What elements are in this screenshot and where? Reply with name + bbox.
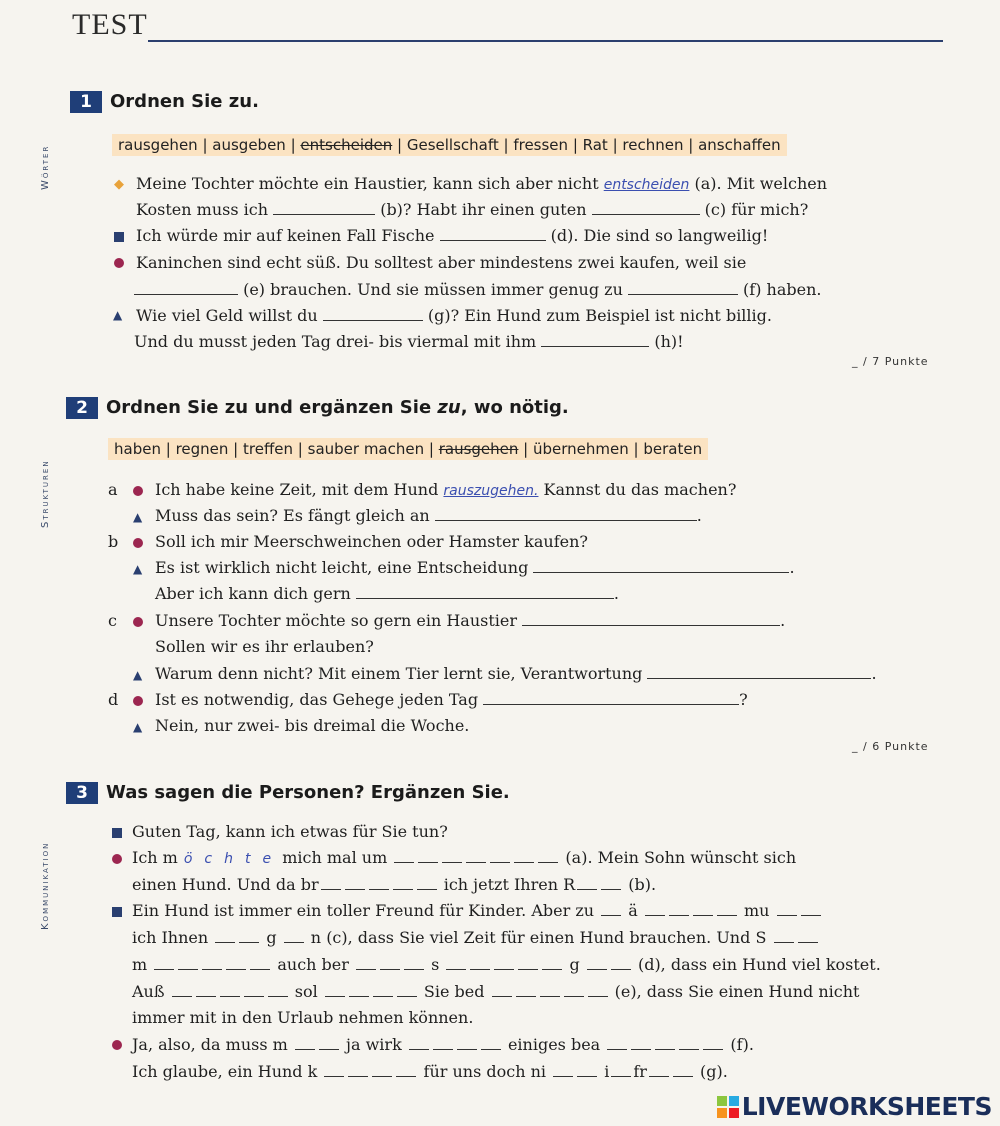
blank-field[interactable] (551, 1062, 599, 1081)
section-3-heading: Was sagen die Personen? Ergänzen Sie. (106, 782, 510, 803)
section-2-heading: Ordnen Sie zu und ergänzen Sie zu, wo nötig. (106, 397, 569, 418)
s1-line-4: Kaninchen sind echt süß. Du solltest aber mindestens zwei kaufen, weil sie (136, 253, 747, 272)
s1-line-3: Ich würde mir auf keinen Fall Fische (d). Die sind so langweilig! (136, 226, 769, 245)
blank-field[interactable] (643, 901, 739, 920)
word: übernehmen (533, 440, 629, 458)
triangle-bullet-icon: ▲ (113, 308, 123, 322)
s2-c-line-1: Unsere Tochter möchte so gern ein Haustier . (155, 611, 786, 630)
s2-a-line-2: Muss das sein? Es fängt gleich an . (155, 506, 702, 525)
s3-line-8: immer mit in den Urlaub nehmen können. (132, 1008, 474, 1027)
word: Rat (582, 136, 608, 154)
side-label-kommunikation: Kommunikation (40, 841, 51, 930)
square-bullet-icon (112, 828, 122, 838)
s3-line-10: Ich glaube, ein Hund k für uns doch ni i fr (g). (132, 1062, 728, 1081)
blank-field[interactable] (323, 982, 419, 1001)
circle-bullet-icon (133, 538, 143, 548)
answer-b-field[interactable] (273, 213, 375, 215)
section-1-heading: Ordnen Sie zu. (110, 91, 259, 112)
liveworksheets-logo: LIVEWORKSHEETS (717, 1092, 992, 1121)
answer-b1-field[interactable] (319, 875, 439, 894)
side-label-strukturen: Strukturen (40, 459, 51, 528)
item-letter: b (108, 532, 119, 551)
blank-field[interactable] (605, 1035, 725, 1054)
answer-e-field[interactable] (134, 293, 238, 295)
s3-line-5: ich Ihnen g n (c), dass Sie viel Zeit für einen Hund brauchen. Und S (132, 928, 820, 947)
side-label-woerter: Wörter (40, 144, 51, 190)
answer-c-field[interactable] (522, 624, 780, 626)
s3-line-6: m auch ber s g (d), dass ein Hund viel kostet. (132, 955, 881, 974)
word: haben (114, 440, 161, 458)
blank-field[interactable] (585, 955, 633, 974)
item-letter: a (108, 480, 118, 499)
triangle-bullet-icon: ▲ (133, 510, 143, 524)
s1-line-2: Kosten muss ich (b)? Habt ihr einen guten (c) für mich? (136, 200, 809, 219)
word: Gesellschaft (406, 136, 499, 154)
section-1-number: 1 (70, 91, 102, 113)
blank-field[interactable] (772, 928, 820, 947)
answer-b-field[interactable] (533, 571, 789, 573)
circle-bullet-icon (133, 696, 143, 706)
blank-field[interactable] (601, 915, 621, 916)
section-1-word-box: rausgehen | ausgeben | entscheiden | Gesellschaft | fressen | Rat | rechnen | anschaffen (112, 134, 787, 156)
answer-b2-field[interactable] (575, 875, 623, 894)
blank-field[interactable] (322, 1062, 418, 1081)
answer-a-field[interactable] (392, 848, 560, 867)
answer-a-field[interactable]: entscheiden (603, 177, 690, 193)
answer-a-handwritten-field[interactable]: ö c h t e (183, 851, 272, 867)
section-3-number: 3 (66, 782, 98, 804)
section-2-word-box: haben | regnen | treffen | sauber machen | rausgehen | übernehmen | beraten (108, 438, 708, 460)
triangle-bullet-icon: ▲ (133, 668, 143, 682)
s2-b-line-2: Es ist wirklich nicht leicht, eine Entscheidung . (155, 558, 795, 577)
answer-b2-field[interactable] (356, 597, 614, 599)
word: beraten (643, 440, 703, 458)
triangle-bullet-icon: ▲ (133, 562, 143, 576)
s2-d-line-2: Nein, nur zwei- bis dreimal die Woche. (155, 716, 470, 735)
square-bullet-icon (112, 907, 122, 917)
word: rechnen (622, 136, 684, 154)
word: ausgeben (212, 136, 286, 154)
blank-field[interactable] (213, 928, 261, 947)
blank-field[interactable] (490, 982, 610, 1001)
title-rule (148, 40, 943, 42)
s3-line-3: einen Hund. Und da br ich jetzt Ihren R (b). (132, 875, 657, 894)
word: treffen (243, 440, 294, 458)
s2-d-line-1: Ist es notwendig, das Gehege jeden Tag ? (155, 690, 748, 709)
s1-line-7: Und du musst jeden Tag drei- bis viermal mit ihm (h)! (134, 332, 684, 351)
blank-field[interactable] (284, 942, 304, 943)
word: sauber machen (307, 440, 425, 458)
square-bullet-icon (114, 232, 124, 242)
section-1-points: _ / 7 Punkte (852, 355, 929, 368)
answer-h-field[interactable] (541, 345, 649, 347)
s1-line-1: Meine Tochter möchte ein Haustier, kann sich aber nicht entscheiden (a). Mit welchen (136, 174, 828, 193)
answer-c-field[interactable] (592, 213, 700, 215)
word: regnen (175, 440, 229, 458)
s2-b-line-1: Soll ich mir Meerschweinchen oder Hamster kaufen? (155, 532, 588, 551)
word: fressen (513, 136, 569, 154)
triangle-bullet-icon: ▲ (133, 720, 143, 734)
s2-b-line-3: Aber ich kann dich gern . (155, 584, 619, 603)
diamond-bullet-icon: ◆ (114, 177, 124, 192)
circle-bullet-icon (112, 854, 122, 864)
circle-bullet-icon (114, 258, 124, 268)
s3-line-1: Guten Tag, kann ich etwas für Sie tun? (132, 822, 448, 841)
s3-line-9: Ja, also, da muss m ja wirk einiges bea (f). (132, 1035, 754, 1054)
word-used: rausgehen (438, 440, 519, 458)
section-2-points: _ / 6 Punkte (852, 740, 929, 753)
answer-g-field[interactable] (323, 319, 423, 321)
answer-a-field[interactable]: rauszugehen. (443, 483, 539, 499)
word: rausgehen (118, 136, 198, 154)
item-letter: c (108, 611, 117, 630)
blank-field[interactable] (647, 1062, 695, 1081)
blank-field[interactable] (775, 901, 823, 920)
answer-d-field[interactable] (440, 239, 546, 241)
answer-a2-field[interactable] (435, 519, 697, 521)
word: anschaffen (698, 136, 781, 154)
circle-bullet-icon (112, 1040, 122, 1050)
answer-c2-field[interactable] (647, 677, 871, 679)
s1-line-6: Wie viel Geld willst du (g)? Ein Hund zum Beispiel ist nicht billig. (136, 306, 772, 325)
answer-d-field[interactable] (483, 703, 739, 705)
blank-field[interactable] (293, 1035, 341, 1054)
section-2-number: 2 (66, 397, 98, 419)
answer-f-field[interactable] (628, 293, 738, 295)
blank-field[interactable] (444, 955, 564, 974)
s2-c-line-3: Warum denn nicht? Mit einem Tier lernt sie, Verantwortung . (155, 664, 877, 683)
page-title: TEST (72, 8, 148, 41)
s2-a-line-1: Ich habe keine Zeit, mit dem Hund rauszugehen. Kannst du das machen? (155, 480, 737, 499)
liveworksheets-logo-icon (717, 1096, 739, 1118)
blank-field[interactable] (354, 955, 426, 974)
blank-field[interactable] (407, 1035, 503, 1054)
s2-c-line-2: Sollen wir es ihr erlauben? (155, 637, 374, 656)
word-used: entscheiden (300, 136, 393, 154)
circle-bullet-icon (133, 486, 143, 496)
s3-line-7: Auß sol Sie bed (e), dass Sie einen Hund nicht (132, 982, 860, 1001)
item-letter: d (108, 690, 119, 709)
s3-line-4: Ein Hund ist immer ein toller Freund für Kinder. Aber zu ä mu (132, 901, 823, 920)
s3-line-2: Ich m ö c h t e mich mal um (a). Mein Sohn wünscht sich (132, 848, 797, 867)
blank-field[interactable] (152, 955, 272, 974)
blank-field[interactable] (170, 982, 290, 1001)
s1-line-5: (e) brauchen. Und sie müssen immer genug zu (f) haben. (134, 280, 822, 299)
circle-bullet-icon (133, 617, 143, 627)
blank-field[interactable] (611, 1076, 631, 1077)
